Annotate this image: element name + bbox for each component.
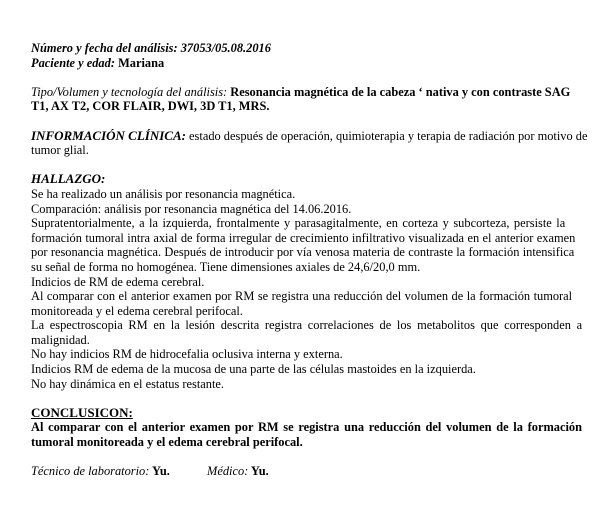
technician-block (31, 464, 207, 479)
analysis-number-label: Número y fecha del análisis: (31, 41, 178, 55)
technician-label: Técnico de laboratorio: (31, 464, 150, 479)
analysis-type-value-1: Resonancia magnética de la cabeza ‘ nativa y con contraste SAG (227, 84, 571, 99)
technician-value: Yu. (149, 464, 170, 479)
findings-para3-line-2: malignidad. (31, 332, 90, 347)
clinical-info-text-1: estado después de operación, quimioterapia y terapia de radiación por motivo de (185, 128, 588, 143)
patient-line (31, 56, 561, 71)
analysis-type-label: Tipo/Volumen y tecnología del análisis: (31, 84, 228, 99)
findings-para1-line-3: por resonancia magnética. Después de introducir por vía venosa materia de contraste la formación intensifica (31, 245, 575, 260)
analysis-number-line (31, 41, 561, 56)
clinical-info-line-1 (31, 127, 588, 144)
conclusion-line-1: Al comparar con el anterior examen por RM se registra una reducción del volumen de la formación (31, 420, 582, 435)
conclusion-line-2: tumoral monitoreada y el edema cerebral perifocal. (31, 435, 303, 450)
findings-tail-1: No hay indicios RM de hidrocefalia oclusiva interna y externa. (31, 347, 343, 362)
patient-value: Mariana (118, 55, 165, 70)
doctor-block (207, 464, 269, 479)
signature-line (31, 464, 561, 479)
findings-paragraph-1 (31, 216, 576, 274)
findings-tail-2: Indicios RM de edema de la mucosa de una parte de las células mastoides en la izquierda. (31, 362, 476, 377)
findings-para1-line-2: formación tumoral intra axial de forma irregular de crecimiento infiltrativo visualizada en el anterior examen (31, 230, 576, 245)
findings-para1-line-1: Supratentorialmente, a la izquierda, frontalmente y parasagitalmente, en corteza y subcorteza, persiste la (31, 216, 566, 231)
analysis-type-line-1 (31, 84, 571, 100)
clinical-info-text-2: tumor glial. (31, 143, 89, 158)
conclusion-heading: CONCLUSICON: (31, 404, 133, 420)
findings-tail-3: No hay dinámica en el estatus restante. (31, 376, 225, 391)
doctor-value: Yu. (248, 464, 269, 479)
patient-label: Paciente y edad: (31, 55, 115, 70)
findings-para3-line-1: La espectroscopia RM en la lesión descrita registra correlaciones de los metabolitos que corresponden a (31, 318, 583, 333)
findings-heading: HALLAZGO: (31, 171, 106, 187)
findings-line-1: Se ha realizado un análisis por resonancia magnética. (31, 186, 296, 201)
findings-para2-line-2: monitoreada y el edema cerebral perifocal. (31, 303, 243, 318)
findings-para2-line-1: Al comparar con el anterior examen por RM se registra una reducción del volumen de la formación tumoral (31, 289, 573, 304)
findings-line-2: Comparación: análisis por resonancia magnética del 14.06.2016. (31, 201, 352, 216)
medical-report (31, 41, 588, 479)
analysis-number-value: 37053/05.08.2016 (180, 41, 271, 55)
findings-edema: Indicios de RM de edema cerebral. (31, 274, 205, 289)
clinical-info-label: INFORMACIÓN CLÍNICA: (31, 127, 186, 143)
analysis-type-value-2: T1, AX T2, COR FLAIR, DWI, 3D T1, MRS. (31, 99, 270, 114)
doctor-label: Médico: (207, 464, 249, 479)
findings-para1-line-4: su señal de forma no homogénea. Tiene dimensiones axiales de 24,6/20,0 mm. (31, 259, 421, 274)
